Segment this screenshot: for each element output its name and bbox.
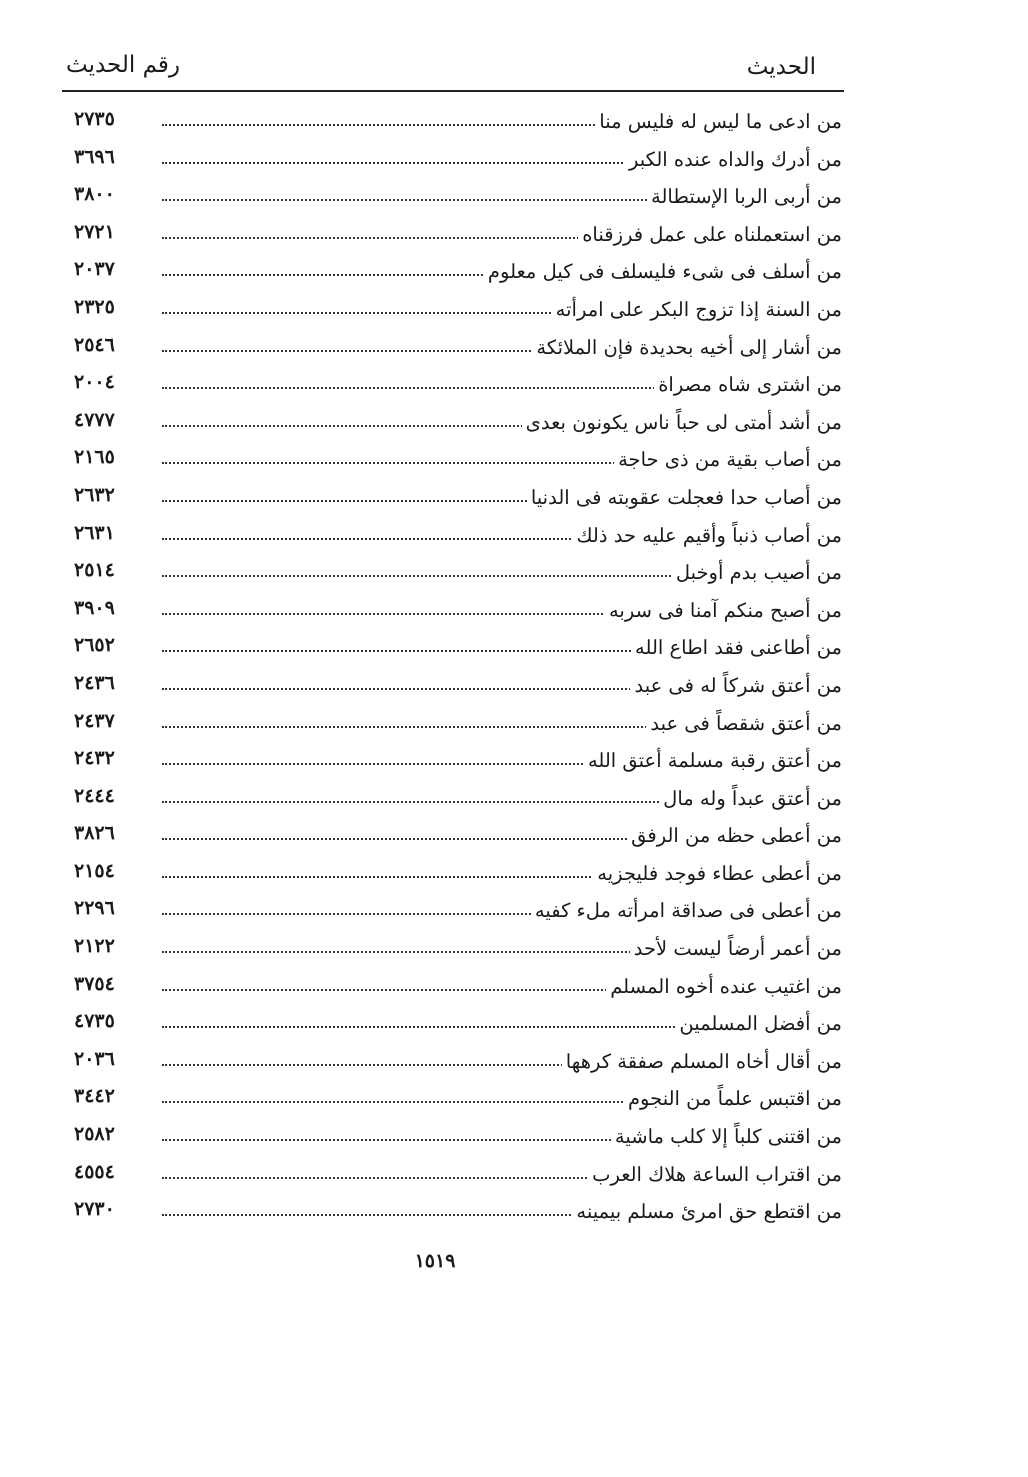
index-entry [70,1194,842,1232]
hadith-text: من استعملناه على عمل فرزقناه [578,223,842,246]
hadith-text: من السنة إذا تزوج البكر على امرأته [552,298,842,321]
index-entry [70,1044,842,1082]
hadith-text: من أصيب بدم أوخبل [672,561,842,584]
hadith-number: ٢٤٤٤ [74,784,115,807]
index-entry [70,330,842,368]
hadith-number: ٢٠٣٦ [74,1047,115,1070]
hadith-text: من أطاعنى فقد اطاع الله [631,636,842,659]
hadith-text: من اقتطع حق امرئ مسلم بيمينه [572,1200,842,1223]
hadith-text: من أعتق رقبة مسلمة أعتق الله [584,749,842,772]
hadith-text: من أعطى حظه من الرفق [627,824,842,847]
hadith-number: ٣٨٢٦ [74,822,115,845]
index-entry [70,893,842,931]
hadith-number: ٢٢٩٦ [74,897,115,920]
hadith-index-list [70,104,842,1232]
hadith-number: ٢١٦٥ [74,446,115,469]
index-entry [70,518,842,556]
index-entry [70,555,842,593]
index-entry [70,1157,842,1195]
index-entry [70,442,842,480]
hadith-number: ٢٧٣٠ [74,1198,115,1221]
table-header [62,48,844,92]
hadith-text: من ادعى ما ليس له فليس منا [595,110,842,133]
hadith-number: ٢١٥٤ [74,859,115,882]
index-entry [70,818,842,856]
hadith-text: من اقتراب الساعة هلاك العرب [588,1163,842,1186]
hadith-number: ٢٠٠٤ [74,371,115,394]
hadith-number: ٤٧٣٥ [74,1010,115,1033]
hadith-text: من أشار إلى أخيه بحديدة فإن الملائكة [532,336,842,359]
hadith-number: ٣٧٥٤ [74,972,115,995]
hadith-text: من أصاب بقية من ذى حاجة [614,448,842,471]
index-entry [70,405,842,443]
hadith-number: ٢٤٣٧ [74,709,115,732]
index-entry [70,781,842,819]
hadith-number: ٤٥٥٤ [74,1160,115,1183]
hadith-text: من أشد أمتى لى حباً ناس يكونون بعدى [522,411,842,434]
index-entry [70,292,842,330]
index-entry [70,217,842,255]
hadith-number: ٢٥٨٢ [74,1123,115,1146]
hadith-text: من أقال أخاه المسلم صفقة كرهها [562,1050,842,1073]
hadith-number: ٢١٢٢ [74,935,115,958]
hadith-number: ٣٤٤٢ [74,1085,115,1108]
hadith-text: من أربى الربا الإستطالة [647,185,842,208]
hadith-number: ٢٦٣٢ [74,483,115,506]
index-entry [70,931,842,969]
hadith-text: من أفضل المسلمين [675,1012,842,1035]
hadith-text: من اقتنى كلباً إلا كلب ماشية [611,1125,842,1148]
hadith-number: ٢٦٥٢ [74,634,115,657]
hadith-text: من اشترى شاه مصراة [654,373,842,396]
page-number: ١٥١٩ [414,1250,456,1272]
hadith-number: ٢٤٣٦ [74,671,115,694]
hadith-text: من أعمر أرضاً ليست لأحد [630,937,842,960]
index-entry [70,668,842,706]
index-entry [70,593,842,631]
index-entry [70,1006,842,1044]
index-entry [70,706,842,744]
index-entry [70,254,842,292]
hadith-text: من اغتيب عنده أخوه المسلم [606,975,842,998]
index-entry [70,142,842,180]
hadith-number: ٢٦٣١ [74,521,115,544]
hadith-number: ٢٥٤٦ [74,333,115,356]
index-entry [70,1119,842,1157]
hadith-text: من أصاب ذنباً وأقيم عليه حد ذلك [573,524,843,547]
hadith-text: من أسلف فى شىء فليسلف فى كيل معلوم [484,260,842,283]
index-entry [70,856,842,894]
index-entry [70,969,842,1007]
hadith-text: من أعتق شركاً له فى عبد [630,674,842,697]
hadith-number: ٢٥١٤ [74,559,115,582]
hadith-text: من أصاب حدا فعجلت عقوبته فى الدنيا [527,486,842,509]
index-entry [70,367,842,405]
index-entry [70,480,842,518]
hadith-number: ٣٩٠٩ [74,596,115,619]
hadith-text: من أعطى عطاء فوجد فليجزيه [593,862,842,885]
index-entry [70,104,842,142]
hadith-number: ٢٧٢١ [74,220,115,243]
index-entry [70,630,842,668]
hadith-text: من أعتق عبداً وله مال [659,787,842,810]
hadith-text: من أعطى فى صداقة امرأته ملء كفيه [531,899,842,922]
hadith-text: من أصبح منكم آمنا فى سربه [605,599,842,622]
hadith-number: ٢٣٢٥ [74,295,115,318]
hadith-number: ٣٨٠٠ [74,183,115,206]
hadith-number: ٢٤٣٢ [74,747,115,770]
hadith-text: من اقتبس علماً من النجوم [624,1087,842,1110]
hadith-number: ٣٦٩٦ [74,145,115,168]
index-entry [70,179,842,217]
hadith-number: ٢٠٣٧ [74,258,115,281]
index-entry [70,743,842,781]
hadith-number-column-title: رقم الحديث [66,52,181,78]
index-entry [70,1081,842,1119]
hadith-number: ٢٧٣٥ [74,108,115,130]
hadith-text: من أدرك والداه عنده الكبر [625,148,842,171]
hadith-number: ٤٧٧٧ [74,408,115,431]
hadith-text: من أعتق شقصاً فى عبد [646,712,842,735]
hadith-column-title: الحديث [746,54,816,80]
